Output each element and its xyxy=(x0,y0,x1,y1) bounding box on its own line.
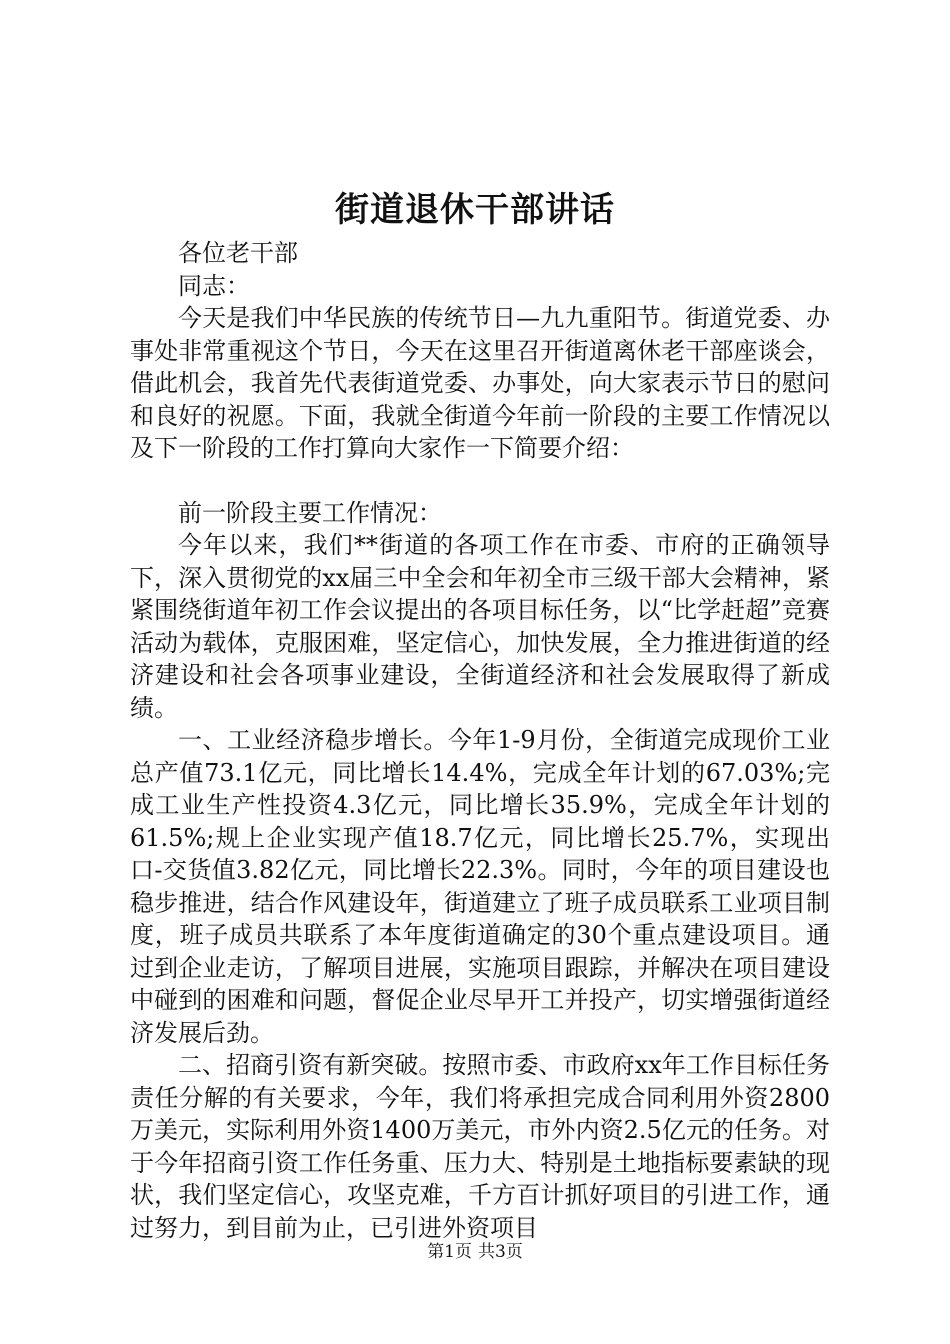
document-title: 街道退休干部讲话 xyxy=(335,190,615,230)
document-body xyxy=(130,237,830,1244)
paragraph-overview: 今年以来，我们**街道的各项工作在市委、市府的正确领导下，深入贯彻党的xx届三中全会和年初全市三级干部大会精神，紧紧围绕街道年初工作会议提出的各项目标任务，以“比学赶超”竞赛活动为载体，克服困难，坚定信心，加快发展，全力推进街道的经济建设和社会各项事业建设，全街道经济和社会发展取得了新成绩。 xyxy=(130,531,830,722)
salutation-line-1: 各位老干部 xyxy=(178,239,298,267)
paragraph-industry: 一、工业经济稳步增长。今年1-9月份，全街道完成现价工业总产值73.1亿元，同比增长14.4%，完成全年计划的67.03%;完成工业生产性投资4.3亿元，同比增长35.9%，完成全年计划的61.5%;规上企业实现产值18.7亿元，同比增长25.7%，实现出口-交货值3.82亿元，同比增长22.3%。同时，今年的项目建设也稳步推进，结合作风建设年，街道建立了班子成员联系工业项目制度，班子成员共联系了本年度街道确定的30个重点建设项目。通过到企业走访，了解项目进展，实施项目跟踪，并解决在项目建设中碰到的困难和问题，督促企业尽早开工并投产，切实增强街道经济发展后劲。 xyxy=(130,726,830,1047)
section-heading: 前一阶段主要工作情况： xyxy=(178,498,442,527)
page-footer xyxy=(0,1240,950,1264)
paragraph-intro: 今天是我们中华民族的传统节日—九九重阳节。街道党委、办事处非常重视这个节日，今天在这里召开街道离休老干部座谈会，借此机会，我首先代表街道党委、办事处，向大家表示节日的慰问和良好的祝愿。下面，我就全街道今年前一阶段的主要工作情况以及下一阶段的工作打算向大家作一下简要介绍： xyxy=(130,304,830,462)
paragraph-investment: 二、招商引资有新突破。按照市委、市政府xx年工作目标任务责任分解的有关要求，今年，我们将承担完成合同利用外资2800万美元，实际利用外资1400万美元，市外内资2.5亿元的任务。对于今年招商引资工作任务重、压力大、特别是土地指标要素缺的现状，我们坚定信心，攻坚克难，千方百计抓好项目的引进工作，通过努力，到目前为止，已引进外资项目 xyxy=(130,1051,830,1242)
page-number: 第1页 xyxy=(427,1242,472,1262)
salutation-line-2: 同志： xyxy=(178,271,250,300)
page-total: 共3页 xyxy=(478,1242,523,1262)
